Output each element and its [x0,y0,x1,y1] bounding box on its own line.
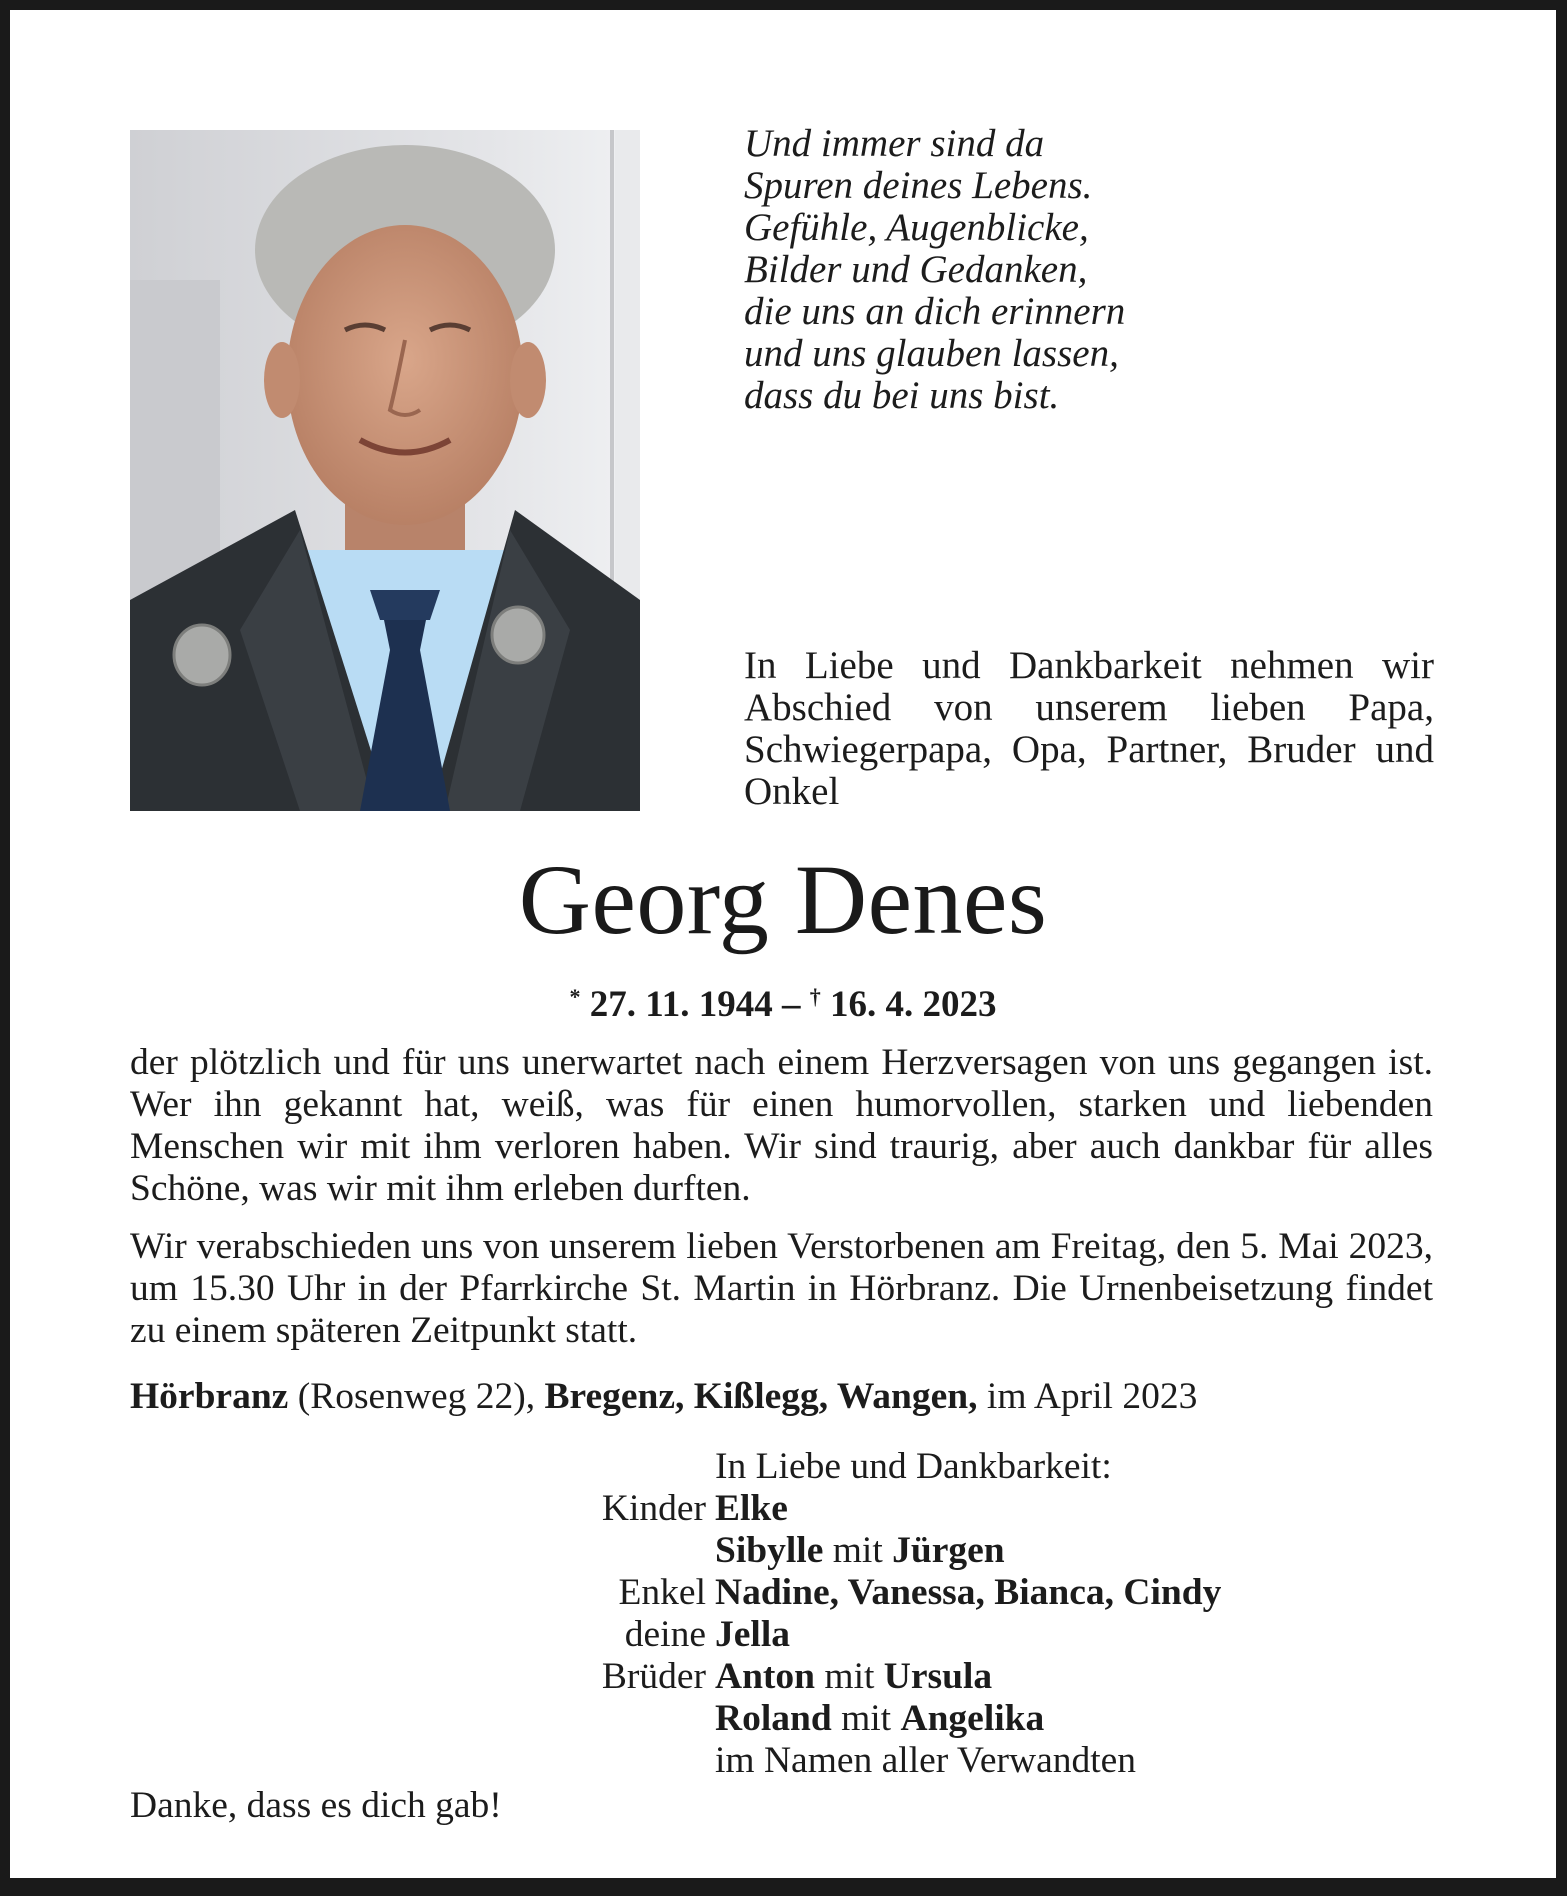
obituary-page [10,10,1556,1878]
signer-row [470,1656,1370,1698]
signer-name: Angelika [900,1698,1045,1739]
signer-names [715,1488,788,1530]
signer-connector: mit [824,1656,875,1697]
birth-symbol: * [569,984,581,1009]
signer-name: Nadine, Vanessa, Bianca, Cindy [715,1572,1222,1613]
poem-line: dass du bei uns bist. [744,374,1060,417]
deceased-name: Georg Denes [518,844,1048,955]
poem-line: Spuren deines Lebens. [744,164,1093,207]
place-date: im April 2023 [986,1376,1198,1417]
signers-list [470,1488,1370,1782]
signer-connector: mit [832,1530,883,1571]
paragraph-funeral-details: Wir verabschieden uns von unserem lieben Verstorbenen am Freitag, den 5. Mai 2023, um 15.30 Uhr in der Pfarrkirche St. Martin in Hörbranz. Die Urnenbeisetzung findet zu einem späteren Zeitpunkt statt. [130,1226,1433,1351]
poem-line: Bilder und Gedanken, [744,248,1088,291]
signer-name: Ursula [883,1656,993,1697]
signer-names [715,1572,1221,1614]
signer-label: deine [624,1614,706,1655]
birth-date: 27. 11. 1944 [589,984,773,1025]
portrait-illustration [130,130,640,811]
poem-line: Gefühle, Augenblicke, [744,206,1089,249]
signer-relatives: im Namen aller Verwandten [715,1740,1137,1781]
signer-names [715,1656,992,1698]
intro-text: In Liebe und Dankbarkeit nehmen wir Abschied von unserem lieben Papa, Schwiegerpapa, Opa, Partner, Bruder und Onkel [744,644,1434,813]
poem-line: Und immer sind da [744,122,1045,165]
signer-names [715,1530,1005,1572]
signer-label: Brüder [601,1656,706,1697]
signer-row [470,1740,1370,1782]
signer-row [470,1488,1370,1530]
place-address: (Rosenweg 22), [297,1376,536,1417]
place-others: Bregenz, Kißlegg, Wangen, [544,1376,978,1417]
signer-label: Enkel [618,1572,706,1613]
signer-name: Jürgen [892,1530,1005,1571]
signer-name: Elke [715,1488,788,1529]
signer-name: Jella [715,1614,790,1655]
signer-name: Roland [715,1698,832,1739]
signer-names [715,1698,1044,1740]
signer-connector: mit [841,1698,892,1739]
signer-name: Anton [715,1656,816,1697]
life-dates [10,976,1556,1026]
signer-name: Sibylle [715,1530,824,1571]
portrait-photo [130,130,640,811]
closing-line: Danke, dass es dich gab! [130,1785,502,1826]
thanks-heading: In Liebe und Dankbarkeit: [715,1446,1112,1487]
death-date: 16. 4. 2023 [829,984,997,1025]
signer-row [470,1530,1370,1572]
signer-label: Kinder [601,1488,706,1529]
death-symbol: † [809,984,821,1009]
signer-names [715,1614,790,1656]
signer-row [470,1614,1370,1656]
signer-row [470,1572,1370,1614]
place-and-date [130,1376,1450,1418]
poem-line: die uns an dich erinnern [744,290,1126,333]
paragraph-announcement: der plötzlich und für uns unerwartet nach einem Herzversagen von uns gegangen ist. Wer ihn gekannt hat, weiß, was für einen humorvollen, starken und liebenden Menschen wir mit ihm verloren haben. Wir sind traurig, aber auch dankbar für alles Schöne, was wir mit ihm erleben durften. [130,1042,1433,1209]
poem [744,123,1304,417]
date-separator: – [781,984,801,1025]
poem-line: und uns glauben lassen, [744,332,1119,375]
signer-row [470,1698,1370,1740]
place-town: Hörbranz [130,1376,289,1417]
